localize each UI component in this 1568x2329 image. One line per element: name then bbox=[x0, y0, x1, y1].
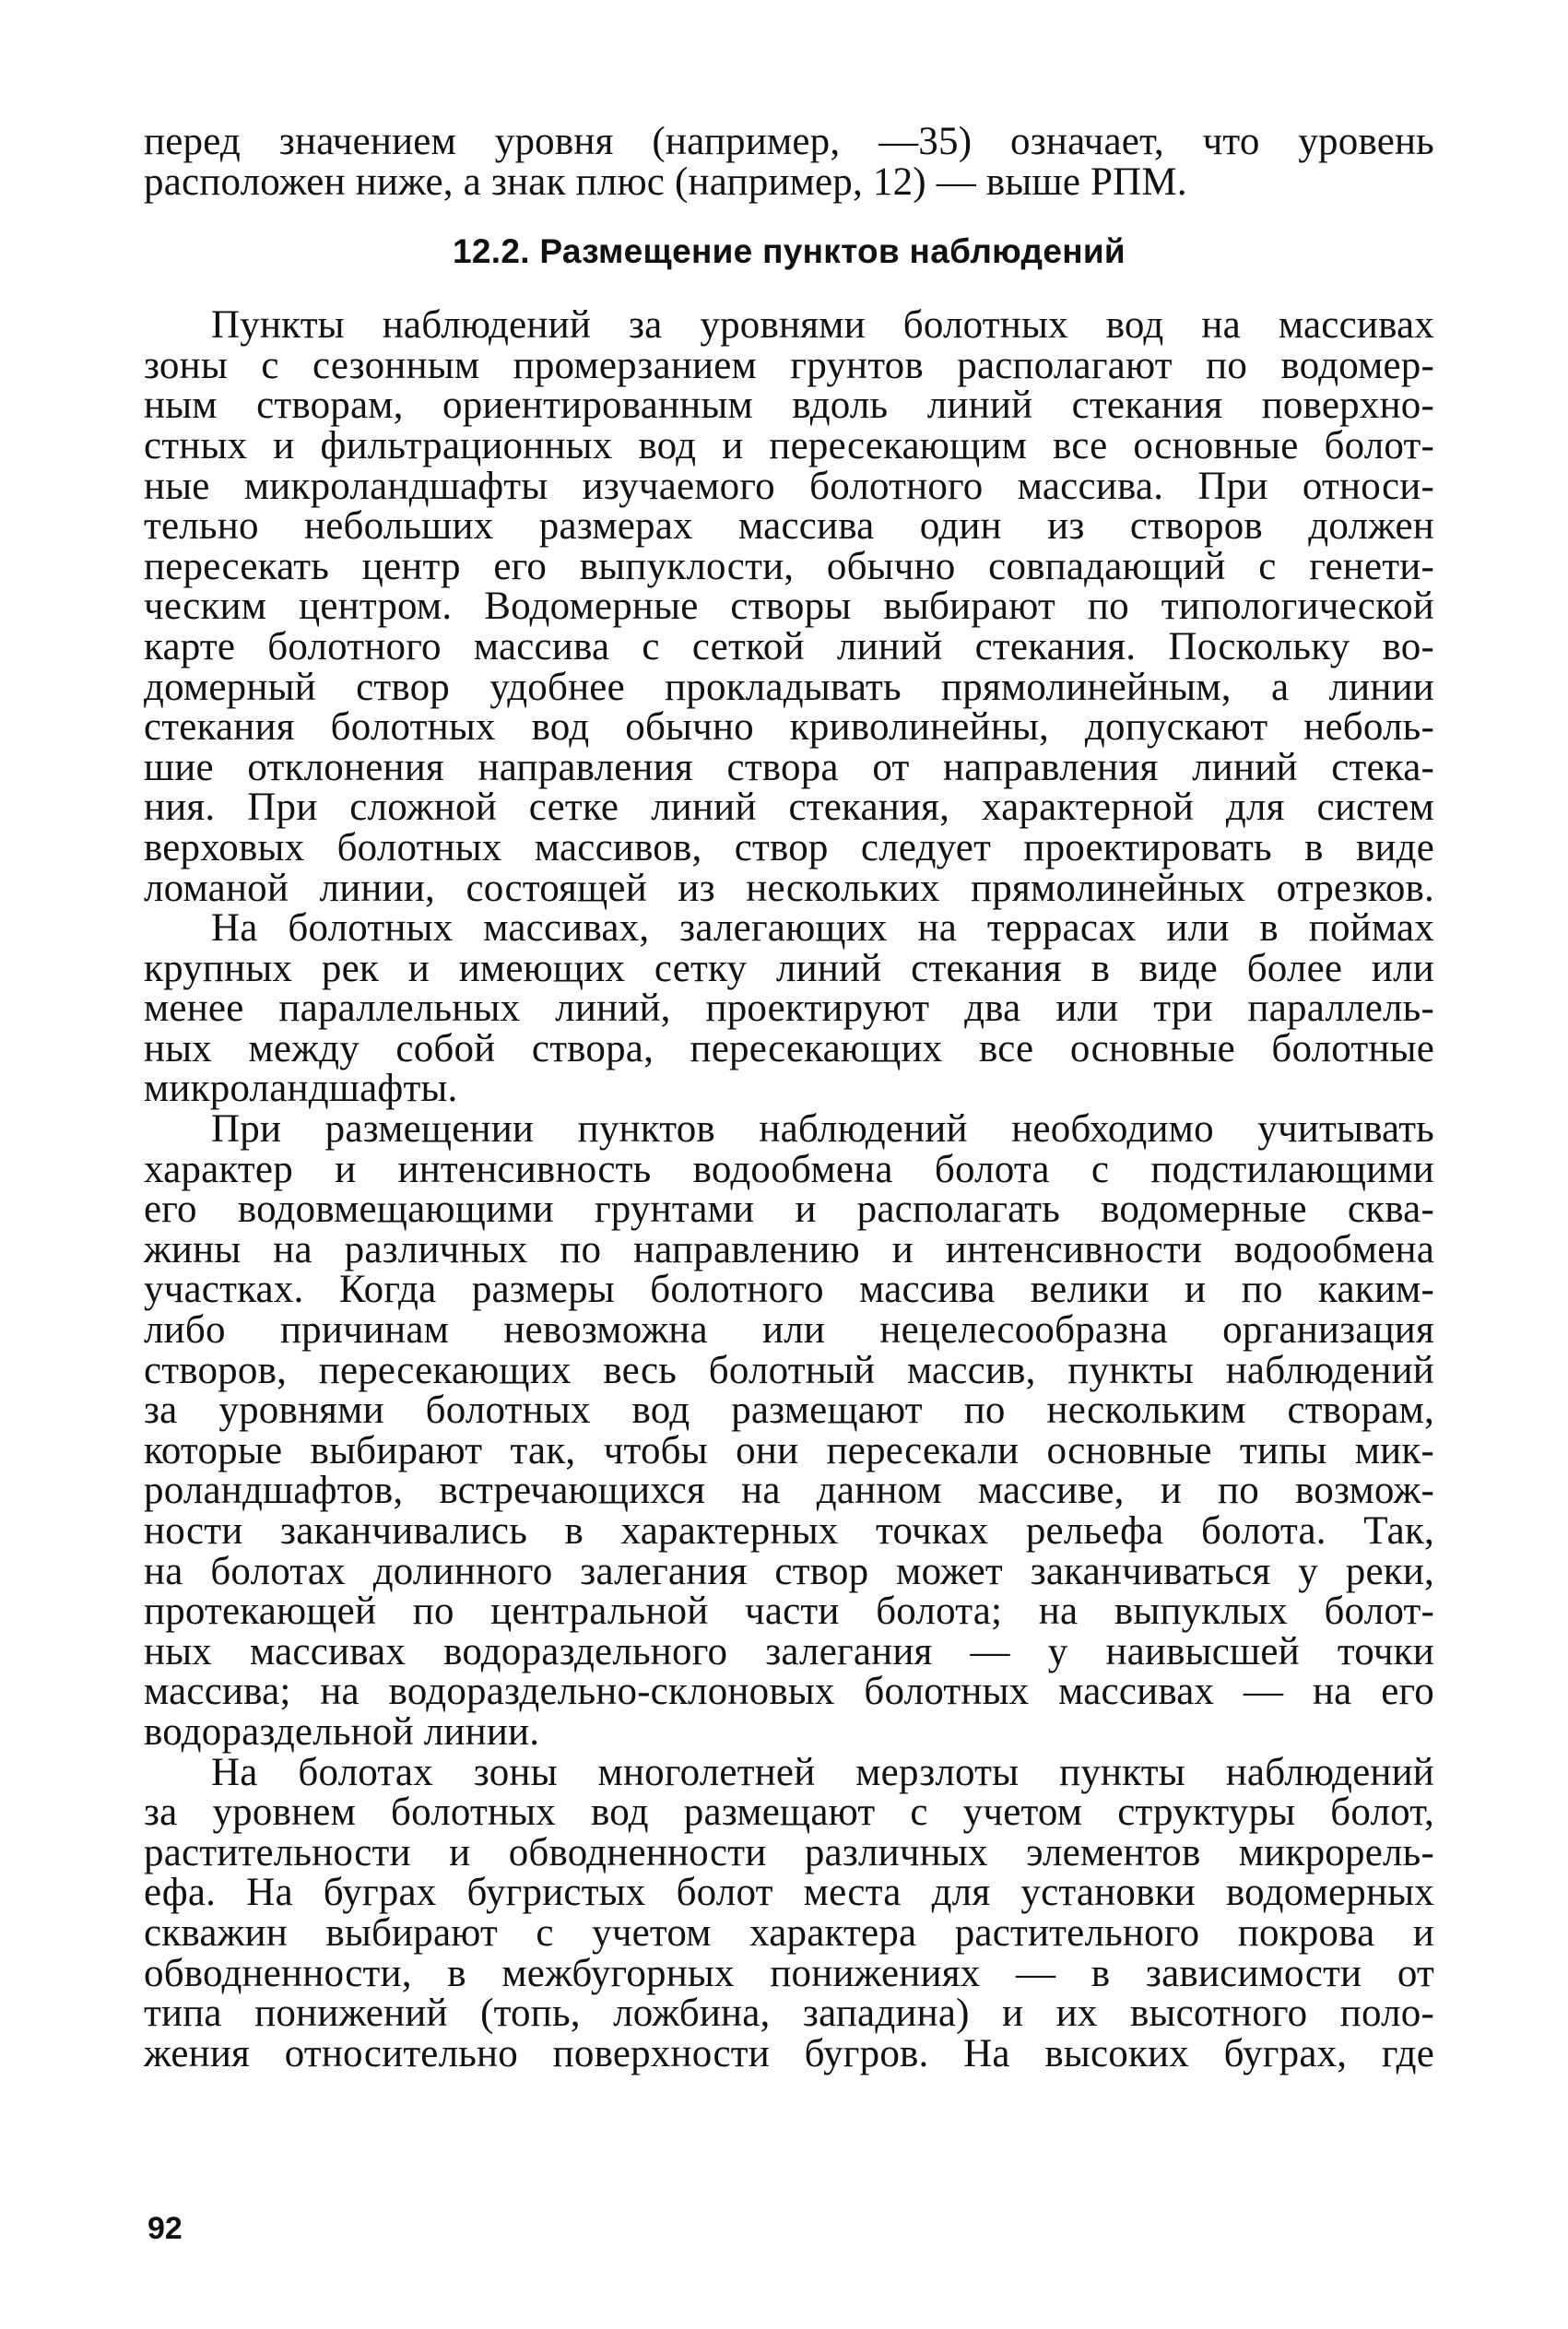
text-line: шие отклонения направления створа от направления линий стека- bbox=[144, 745, 1434, 789]
text-line: на болотах долинного залегания створ может заканчиваться у реки, bbox=[144, 1549, 1434, 1593]
text-line: растительности и обводненности различных элементов микрорель- bbox=[144, 1830, 1434, 1874]
text-line: пересекать центр его выпуклости, обычно совпадающий с генети- bbox=[144, 544, 1434, 588]
text-line: ных массивах водораздельного залегания — у наивысшей точки bbox=[144, 1629, 1434, 1673]
text-line: ломаной линии, состоящей из нескольких прямолинейных отрезков. bbox=[144, 866, 1434, 910]
text-line: верховых болотных массивов, створ следует проектировать в виде bbox=[144, 825, 1434, 869]
text-line: типа понижений (топь, ложбина, западина) и их высотного поло- bbox=[144, 1992, 1434, 2036]
text-line: жения относительно поверхности бугров. На высоких буграх, где bbox=[144, 2031, 1434, 2075]
text-line: участках. Когда размеры болотного массива велики и по каким- bbox=[144, 1268, 1434, 1312]
text-line: которые выбирают так, чтобы они пересекали основные типы мик- bbox=[144, 1428, 1434, 1472]
paragraph-1 bbox=[144, 305, 1434, 908]
text-line: зоны с сезонным промерзанием грунтов располагают по водомер- bbox=[144, 343, 1434, 387]
text-line: ных между собой створа, пересекающих все основные болотные bbox=[144, 1026, 1434, 1070]
text-line: за уровнем болотных вод размещают с учетом структуры болот, bbox=[144, 1791, 1434, 1835]
text-line: водораздельной линии. bbox=[144, 1709, 540, 1754]
text-line: стных и фильтрационных вод и пересекающим все основные болот- bbox=[144, 423, 1434, 467]
text-line: ефа. На буграх бугристых болот места для установки водомерных bbox=[144, 1871, 1434, 1915]
text-line: жины на различных по направлению и интенсивности водообмена bbox=[144, 1227, 1434, 1271]
section-heading: 12.2. Размещение пунктов наблюдений bbox=[453, 232, 1126, 271]
text-line: роландшафтов, встречающихся на данном массиве, и по возмож- bbox=[144, 1469, 1434, 1513]
page-body bbox=[144, 122, 1434, 2074]
text-line: На болотах зоны многолетней мерзлоты пункты наблюдений bbox=[211, 1750, 1434, 1794]
text-line: микроландшафты. bbox=[144, 1067, 458, 1111]
text-line: обводненности, в межбугорных понижениях — в зависимости от bbox=[144, 1951, 1434, 1995]
text-line: протекающей по центральной части болота; на выпуклых болот- bbox=[144, 1590, 1434, 1634]
text-line: крупных рек и имеющих сетку линий стекания в виде более или bbox=[144, 946, 1434, 990]
text-line: характер и интенсивность водообмена болота с подстилающими bbox=[144, 1147, 1434, 1191]
text-line: домерный створ удобнее прокладывать прямолинейным, а линии bbox=[144, 665, 1434, 709]
text-line: ности заканчивались в характерных точках рельефа болота. Так, bbox=[144, 1509, 1434, 1553]
text-line: ным створам, ориентированным вдоль линий стекания поверхно- bbox=[144, 384, 1434, 428]
paragraph-4 bbox=[144, 1750, 1434, 2075]
text-line: скважин выбирают с учетом характера растительного покрова и bbox=[144, 1910, 1434, 1955]
text-line: Пункты наблюдений за уровнями болотных вод на массивах bbox=[211, 303, 1434, 348]
text-line: При размещении пунктов наблюдений необходимо учитывать bbox=[211, 1107, 1434, 1152]
text-line: перед значением уровня (например, —35) означает, что уровень bbox=[144, 120, 1434, 163]
text-line: На болотных массивах, залегающих на террасах или в поймах bbox=[211, 906, 1434, 951]
paragraph-2 bbox=[144, 908, 1434, 1109]
text-line: либо причинам невозможна или нецелесообразна организация bbox=[144, 1308, 1434, 1353]
paragraph-3 bbox=[144, 1109, 1434, 1753]
text-line: тельно небольших размерах массива один из створов должен bbox=[144, 504, 1434, 549]
text-line: створов, пересекающих весь болотный массив, пункты наблюдений bbox=[144, 1348, 1434, 1392]
text-line: массива; на водораздельно-склоновых болотных массивах — на его bbox=[144, 1670, 1434, 1714]
text-line: карте болотного массива с сеткой линий стекания. Поскольку во- bbox=[144, 624, 1434, 668]
text-line: ные микроландшафты изучаемого болотного массива. При относи- bbox=[144, 464, 1434, 508]
text-line: ния. При сложной сетке линий стекания, характерной для систем bbox=[144, 786, 1434, 830]
text-line: расположен ниже, а знак плюс (например, 12) — выше РПМ. bbox=[144, 160, 1187, 204]
text-line: стекания болотных вод обычно криволинейны, допускают неболь- bbox=[144, 705, 1434, 750]
text-line: за уровнями болотных вод размещают по нескольким створам, bbox=[144, 1389, 1434, 1433]
intro-text bbox=[144, 122, 1434, 202]
text-line: ческим центром. Водомерные створы выбирают по типологической bbox=[144, 585, 1434, 629]
text-line: его водовмещающими грунтами и располагать водомерные сква- bbox=[144, 1188, 1434, 1232]
text-line: менее параллельных линий, проектируют два или три параллель- bbox=[144, 987, 1434, 1031]
page-number: 92 bbox=[147, 2211, 183, 2246]
